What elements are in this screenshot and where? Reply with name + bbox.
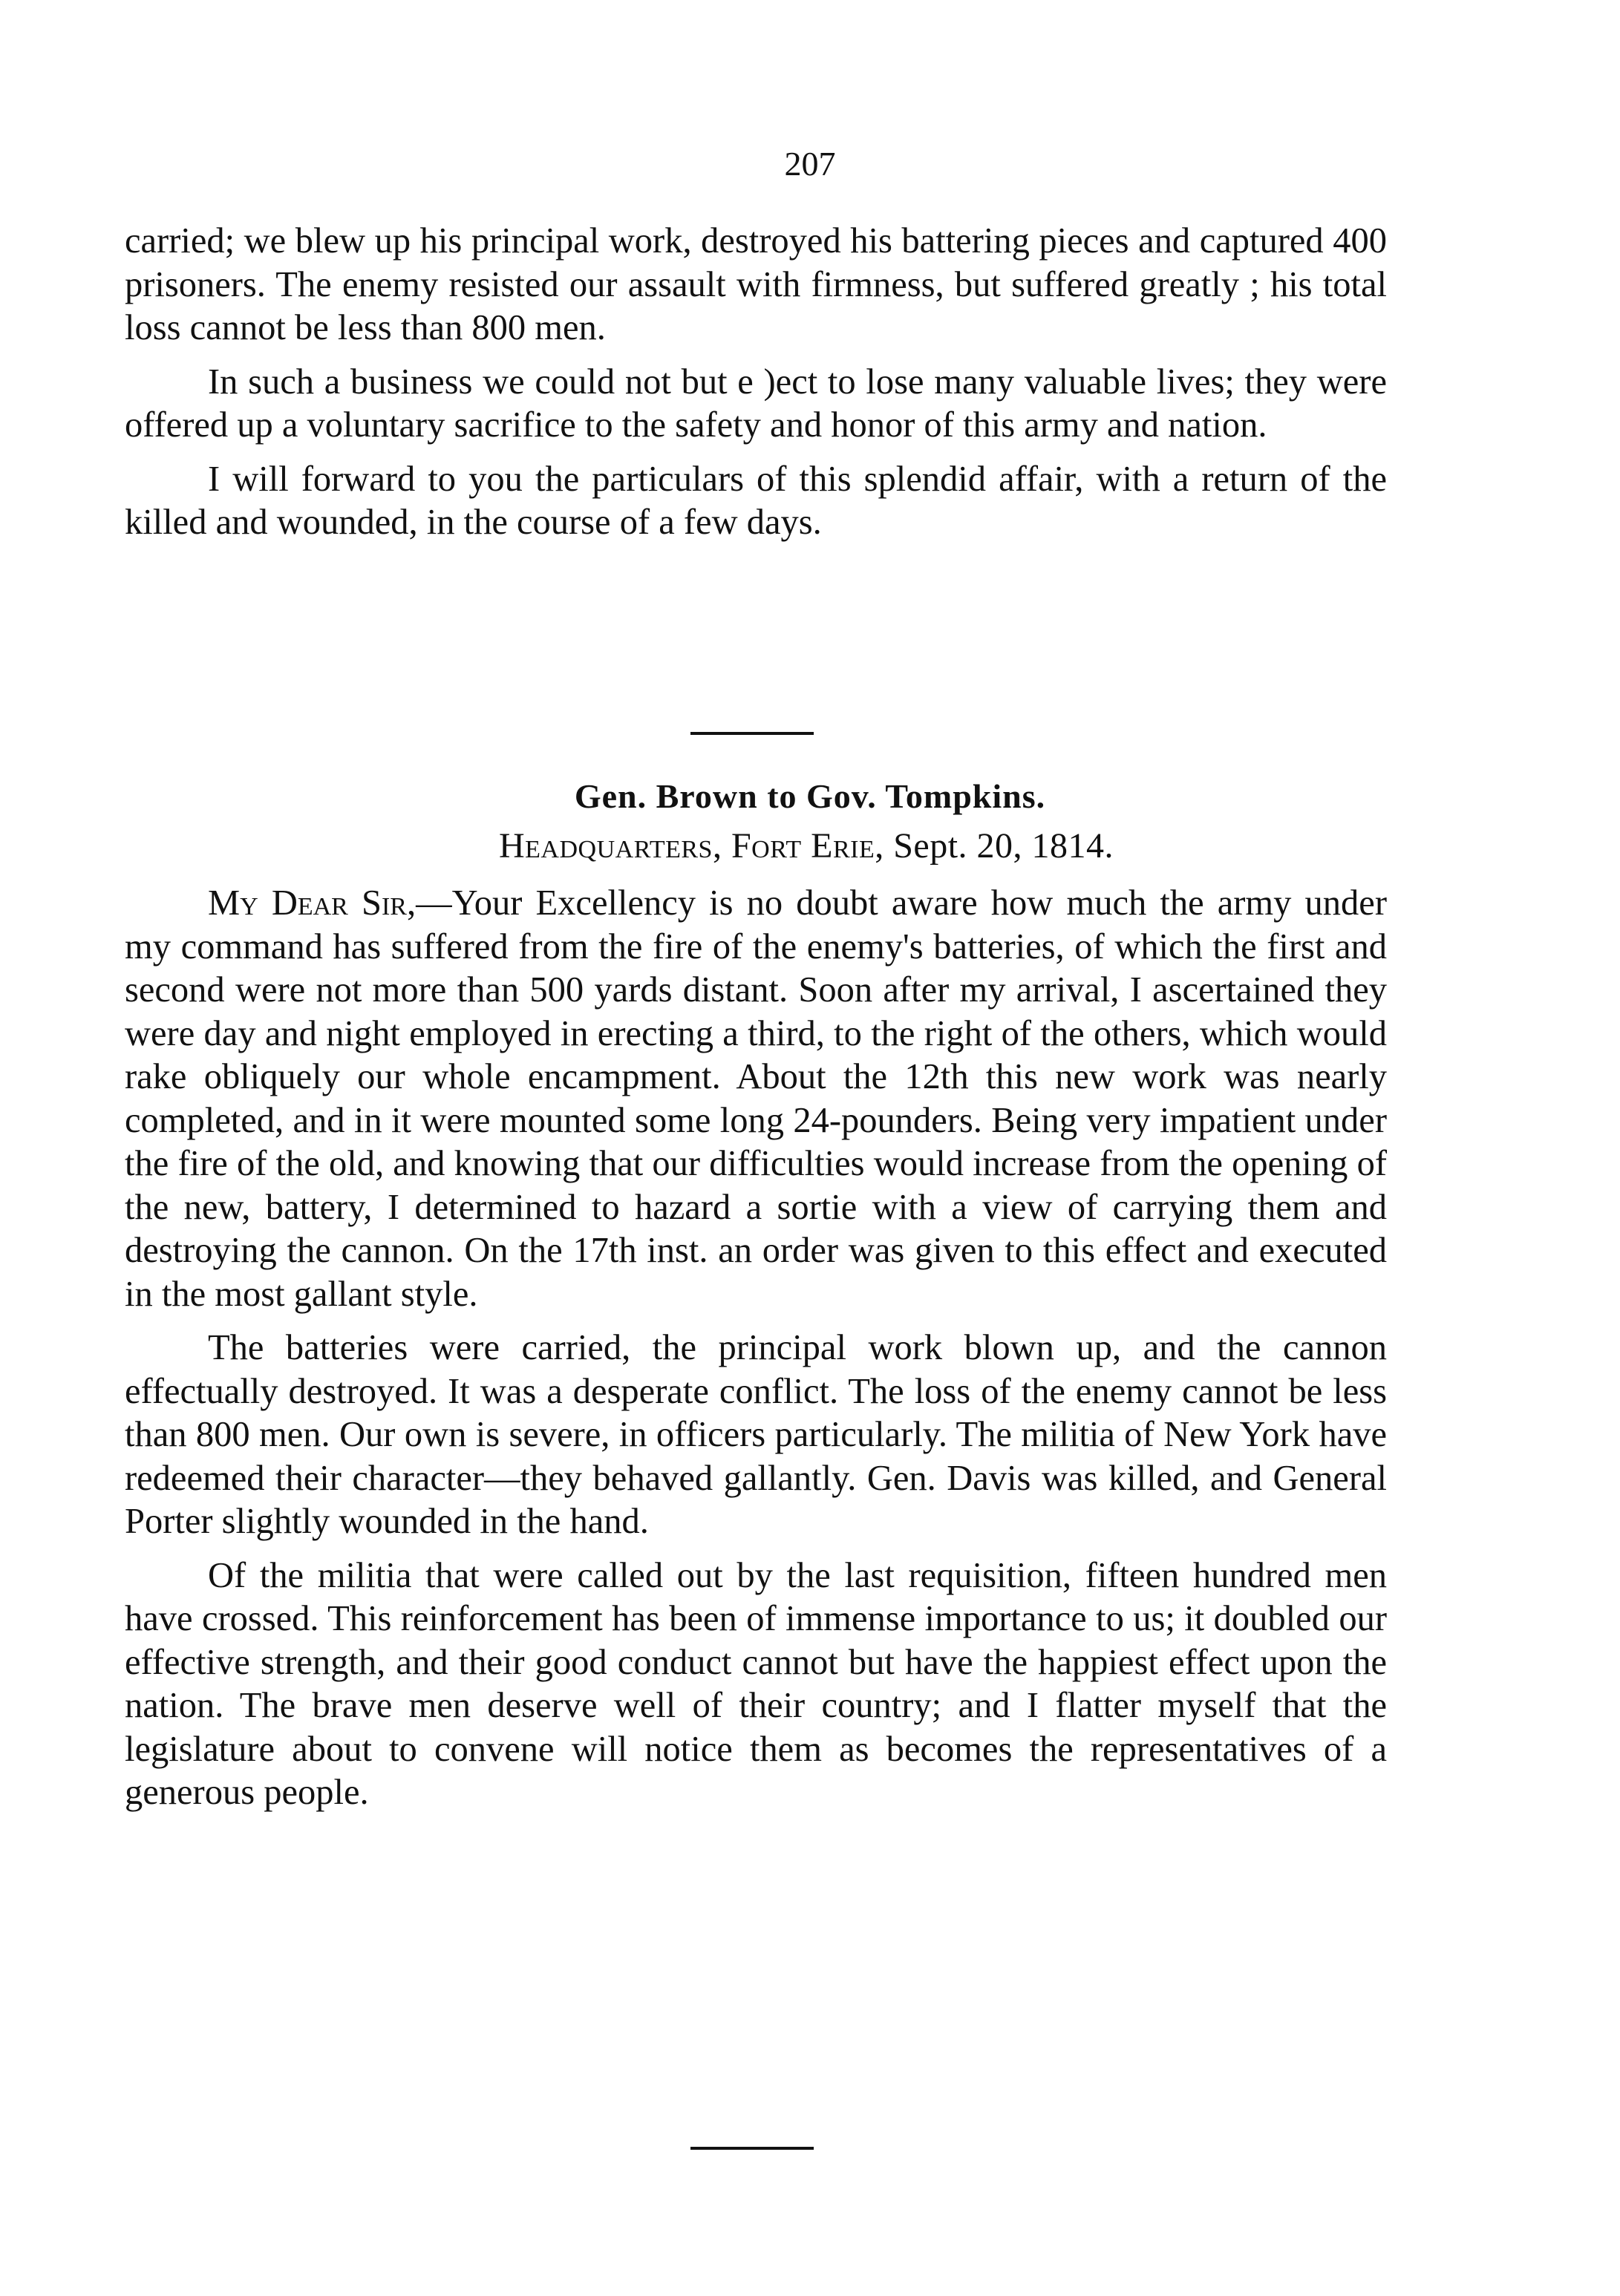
dateline-erie: Erie <box>811 826 875 866</box>
salutation: My Dear Sir, <box>208 883 417 923</box>
page-number: 207 <box>784 145 836 183</box>
dateline-date: Sept. 20, 1814. <box>893 826 1114 866</box>
paragraph: carried; we blew up his principal work, destroyed his battering pieces and captured 400 prisoners. The enemy resisted our assault with firmness, but suffered greatly ; his total loss cannot be less than 800 men. <box>125 221 1387 347</box>
section-divider <box>690 732 814 735</box>
letter-heading: Gen. Brown to Gov. Tompkins. <box>574 777 1046 815</box>
paragraph: The batteries were carried, the principal work blown up, and the cannon effectually destroyed. It was a desperate conflict. The loss of the enemy cannot be less than 800 men. Our own is severe, in officers particularly. The militia of New York have redeemed their character—they behaved gallantly. Gen. Davis was killed, and General Porter slightly wounded in the hand. <box>125 1328 1387 1541</box>
paragraph-text: —Your Excellency is no doubt aware how much the army under my command has suffered from the fire of the enemy's batteries, of which the first and second were not more than 500 yards distant. Soon after my arrival, I ascertained they were day and night employed in erecting a third, to the right of the others, which would rake obliquely our whole encampment. About the 12th this new work was nearly completed, and in it were mounted some long 24-pounders. Being very impatient under the fire of the old, and knowing that our difficulties would increase from the opening of the new, battery, I determined to hazard a sortie with a view of carrying them and destroying the cannon. On the 17th inst. an order was given to this effect and executed in the most gallant style. <box>125 883 1387 1314</box>
dateline-place: Headquarters <box>499 826 713 866</box>
paragraph <box>125 882 1387 1316</box>
paragraph: Of the militia that were called out by the last requisition, fifteen hundred men have crossed. This reinforcement has been of immense importance to us; it doubled our effective strength, and their good conduct cannot but have the happiest effect upon the nation. The brave men deserve well of their country; and I flatter myself that the legislature about to convene will notice them as becomes the representatives of a generous people. <box>125 1555 1387 1812</box>
letter-continuation <box>125 220 1387 555</box>
section-divider <box>690 2147 814 2150</box>
letter-dateline: Headquarters, Fort Erie, Sept. 20, 1814. <box>499 826 1114 866</box>
paragraph: I will forward to you the particulars of this splendid affair, with a return of the killed and wounded, in the course of a few days. <box>125 459 1387 542</box>
letter-body <box>125 882 1387 1825</box>
dateline-fort: Fort <box>731 826 802 866</box>
paragraph: In such a business we could not but e )ect to lose many valuable lives; they were offered up a voluntary sacrifice to the safety and honor of this army and nation. <box>125 362 1387 445</box>
